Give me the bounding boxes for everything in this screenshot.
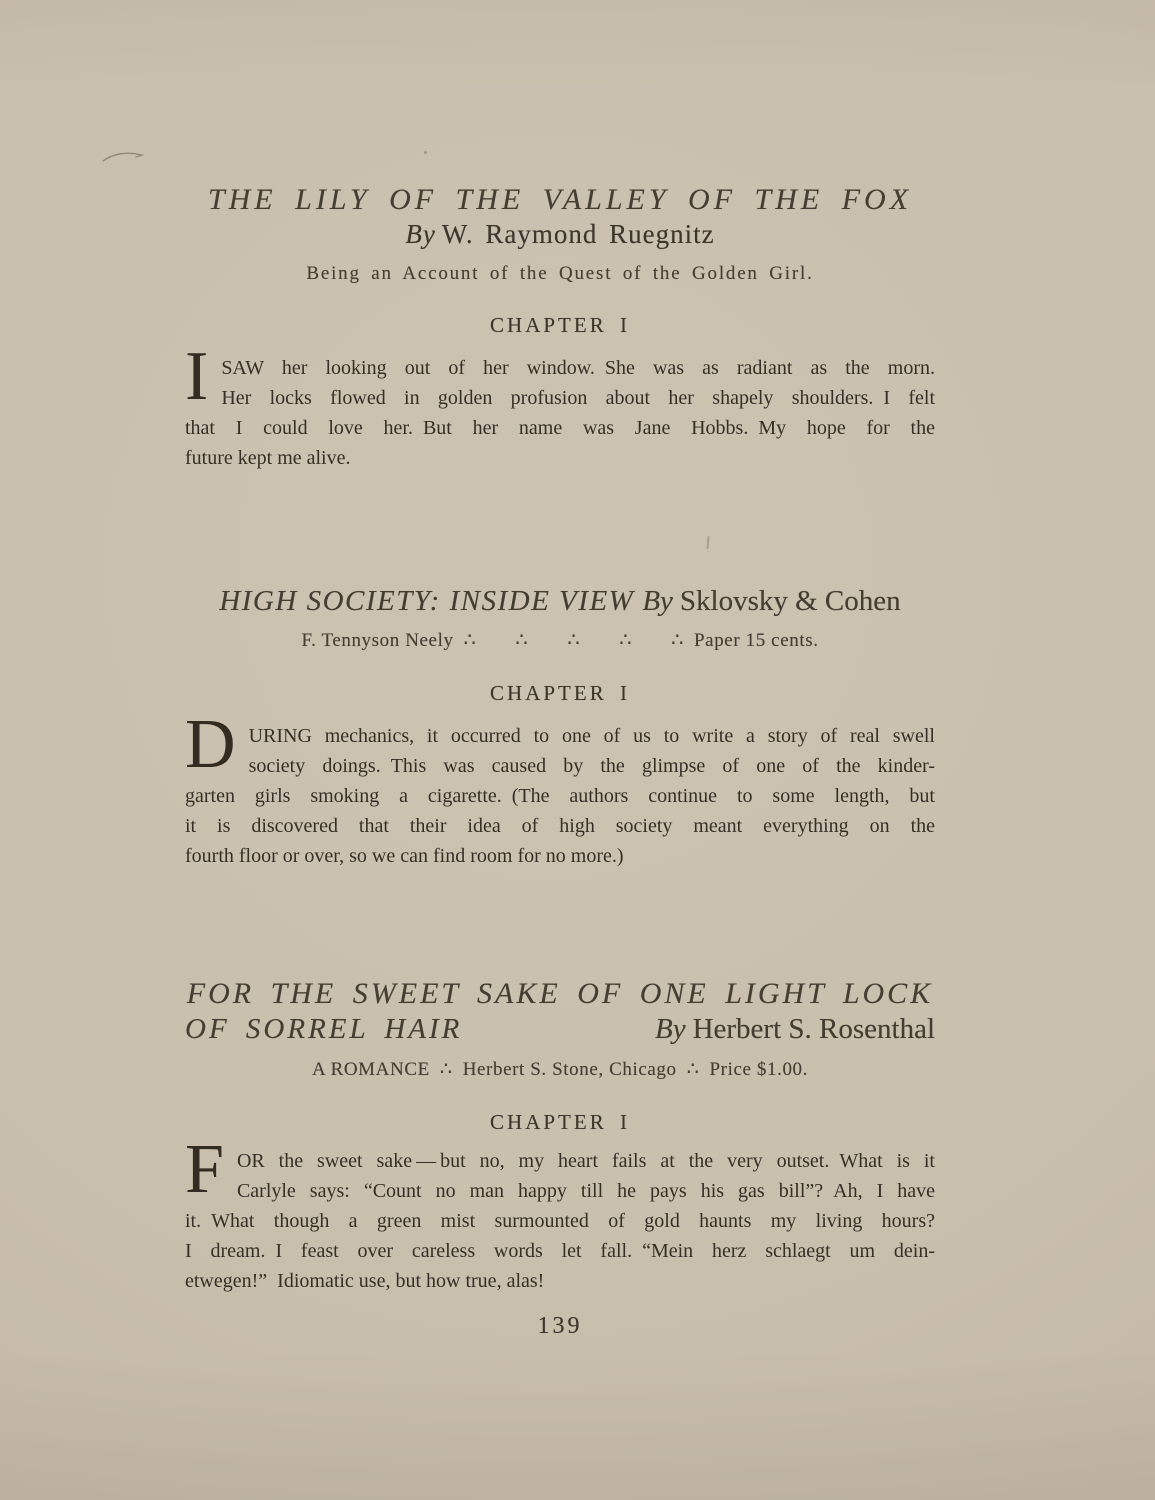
story-3-line-2: Carlyle says: “Count no man happy till he pays his gas bill”? Ah, I have bbox=[236, 1180, 935, 1202]
story-1-line-3: that I could love her. But her name was Jane Hobbs. My hope for the bbox=[185, 417, 935, 439]
story-1-chapter-heading: CHAPTER I bbox=[490, 313, 630, 337]
story-3-imprint: A ROMANCE ∴ Herbert S. Stone, Chicago ∴ Price $1.00. bbox=[311, 1059, 809, 1080]
story-3-title-text: OF SORREL HAIR bbox=[185, 1013, 463, 1045]
story-2-paragraph bbox=[185, 706, 935, 871]
author-name: Sklovsky & Cohen bbox=[679, 585, 901, 617]
pen-mark bbox=[100, 146, 148, 168]
by-label: By bbox=[405, 219, 436, 249]
story-3-line-5: etwegen!” Idiomatic use, but how true, alas! bbox=[185, 1270, 545, 1292]
story-2-line-1: URING mechanics, it occurred to one of us to write a story of real swell bbox=[248, 725, 935, 747]
story-1-dedication: Being an Account of the Quest of the Golden Girl. bbox=[306, 263, 814, 284]
story-3-chapter-heading: CHAPTER I bbox=[490, 1110, 630, 1134]
story-3-drop-cap: F bbox=[185, 1131, 224, 1208]
story-1-line-2: Her locks flowed in golden profusion about her shapely shoulders. I felt bbox=[221, 387, 935, 409]
story-1-drop-cap: I bbox=[185, 338, 209, 415]
story-3-paragraph bbox=[185, 1131, 935, 1296]
story-2-drop-cap: D bbox=[185, 706, 236, 783]
author-name: W. Raymond Ruegnitz bbox=[441, 219, 715, 249]
story-3-byline bbox=[655, 1013, 935, 1046]
story-3-line-3: it. What though a green mist surmounted of gold haunts my living hours? bbox=[185, 1210, 935, 1232]
story-3-title-line-2 bbox=[185, 1013, 935, 1046]
story-1-title: THE LILY OF THE VALLEY OF THE FOX bbox=[207, 183, 913, 216]
story-1-paragraph bbox=[185, 338, 935, 473]
story-2-title-text: HIGH SOCIETY: INSIDE VIEW bbox=[219, 585, 635, 617]
story-2-line-2: society doings. This was caused by the glimpse of one of the kinder- bbox=[248, 755, 935, 777]
story-1-line-1: SAW her looking out of her window. She was as radiant as the morn. bbox=[221, 357, 935, 379]
text-column bbox=[185, 0, 935, 1500]
story-2-chapter-heading: CHAPTER I bbox=[490, 681, 630, 705]
story-3-line-4: I dream. I feast over careless words let fall. “Mein herz schlaegt um dein- bbox=[185, 1240, 935, 1262]
story-1-byline bbox=[185, 219, 935, 250]
story-2-title bbox=[185, 585, 935, 618]
by-label: By bbox=[654, 1013, 686, 1045]
story-3-line-1: OR the sweet sake — but no, my heart fails at the very outset. What is it bbox=[236, 1150, 935, 1172]
page-number: 139 bbox=[537, 1313, 583, 1339]
author-name: Herbert S. Rosenthal bbox=[692, 1013, 935, 1045]
story-2-imprint: F. Tennyson Neely ∴ ∴ ∴ ∴ ∴ Paper 15 cents. bbox=[301, 630, 819, 651]
story-1-line-4: future kept me alive. bbox=[185, 447, 351, 469]
story-2-line-5: fourth floor or over, so we can find room for no more.) bbox=[185, 845, 624, 867]
story-2-line-4: it is discovered that their idea of high society meant everything on the bbox=[185, 815, 935, 837]
story-2-line-3: garten girls smoking a cigarette. (The authors continue to some length, but bbox=[185, 785, 935, 807]
by-label: By bbox=[642, 585, 673, 617]
story-3-title-line-1: FOR THE SWEET SAKE OF ONE LIGHT LOCK bbox=[186, 977, 934, 1010]
